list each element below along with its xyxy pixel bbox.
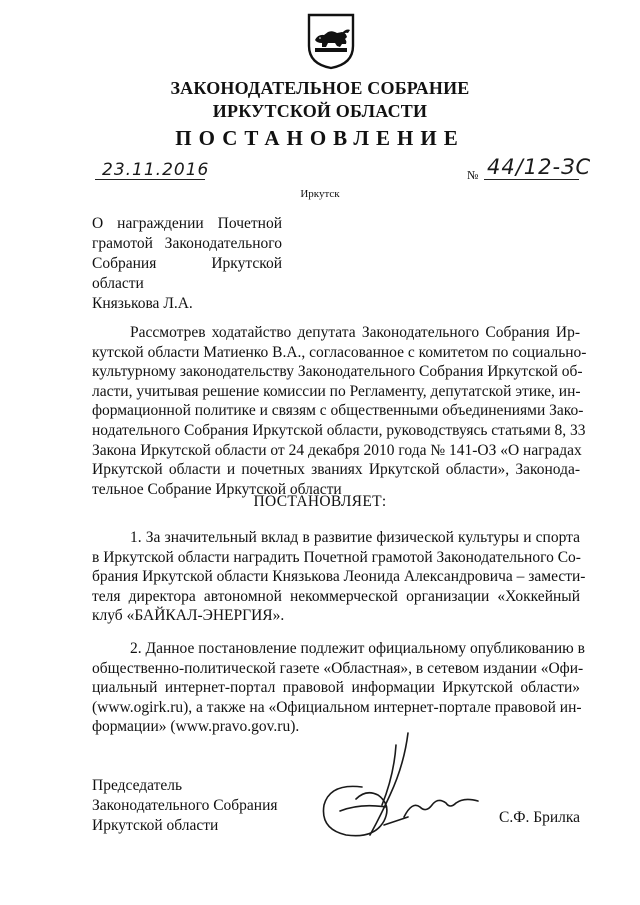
handwritten-signature-icon [300,725,510,855]
resolution-item-1 [92,528,586,626]
coat-of-arms-icon [306,12,356,70]
document-subject [92,214,282,314]
signatory-title-line: Иркутской области [92,817,219,834]
preamble-line: Рассмотрев ходатайство депутата Законодательного Собрания Ир- [130,324,580,341]
item-line: клуб «БАЙКАЛ-ЭНЕРГИЯ». [92,607,285,625]
resolution-item-2 [92,639,585,737]
item-line: 1. За значительный вклад в развитие физической культуры и спорта [130,529,580,546]
preamble-line: формационной политике и связям с общественными объединениями Зако- [92,402,584,420]
preamble-line: культурному законодательству Законодательного Собрания Иркутской об- [92,363,583,381]
item-line: формации» (www.pravo.gov.ru). [92,718,300,736]
signatory-name: С.Ф. Брилка [499,809,581,826]
preamble-line: тельное Собрание Иркутской области [92,480,342,498]
item-line: брания Иркутской области Князькова Леонида Александровича – замести- [92,568,586,586]
subject-line: Князькова Л.А. [92,295,193,312]
number-underline [484,179,579,180]
document-number: 44/12-ЗС [487,155,592,179]
subject-line: Собрания Иркутской области [92,255,282,292]
signatory-title-line: Председатель [92,777,183,794]
item-line: теля директора автономной некоммерческой организации «Хоккейный [92,587,580,605]
subject-line: О награждении Почетной [92,215,282,232]
item-line: в Иркутской области наградить Почетной грамотой Законодательного Со- [92,548,581,566]
preamble-line: кутской области Матиенко В.А., согласованное с комитетом по социально- [92,343,587,361]
number-sign: № [467,168,479,182]
signatory-title [92,776,278,836]
date-underline [95,179,205,180]
preamble-paragraph [92,323,587,499]
document-date: 23.11.2016 [102,160,210,180]
document-city: Иркутск [300,188,340,200]
preamble-line: ласти, учитывая решение комиссии по Регламенту, депутатской этике, ин- [92,382,581,400]
document-type: ПОСТАНОВЛЕНИЕ [175,126,465,150]
preamble-line: нодательного Собрания Иркутской области, руководствуясь статьями 8, 33 [92,421,586,439]
org-name-line2: ИРКУТСКОЙ ОБЛАСТИ [212,101,428,121]
item-line: (www.ogirk.ru), а также на «Официальном интернет-портале правовой ин- [92,698,582,716]
item-line: циальный интернет-портал правовой информации Иркутской области» [92,679,580,697]
item-line: общественно-политической газете «Областная», в сетевом издании «Офи- [92,659,584,677]
item-line: 2. Данное постановление подлежит официальному опубликованию в [130,640,585,657]
signatory-title-line: Законодательного Собрания [92,797,278,814]
subject-line: грамотой Законодательного [92,235,282,252]
org-name-line1: ЗАКОНОДАТЕЛЬНОЕ СОБРАНИЕ [170,78,470,98]
resolves-heading: ПОСТАНОВЛЯЕТ: [253,493,387,510]
preamble-line: Закона Иркутской области от 24 декабря 2010 года № 141-ОЗ «О наградах [92,441,582,459]
preamble-line: Иркутской области и почетных званиях Иркутской области», Законода- [92,461,580,479]
